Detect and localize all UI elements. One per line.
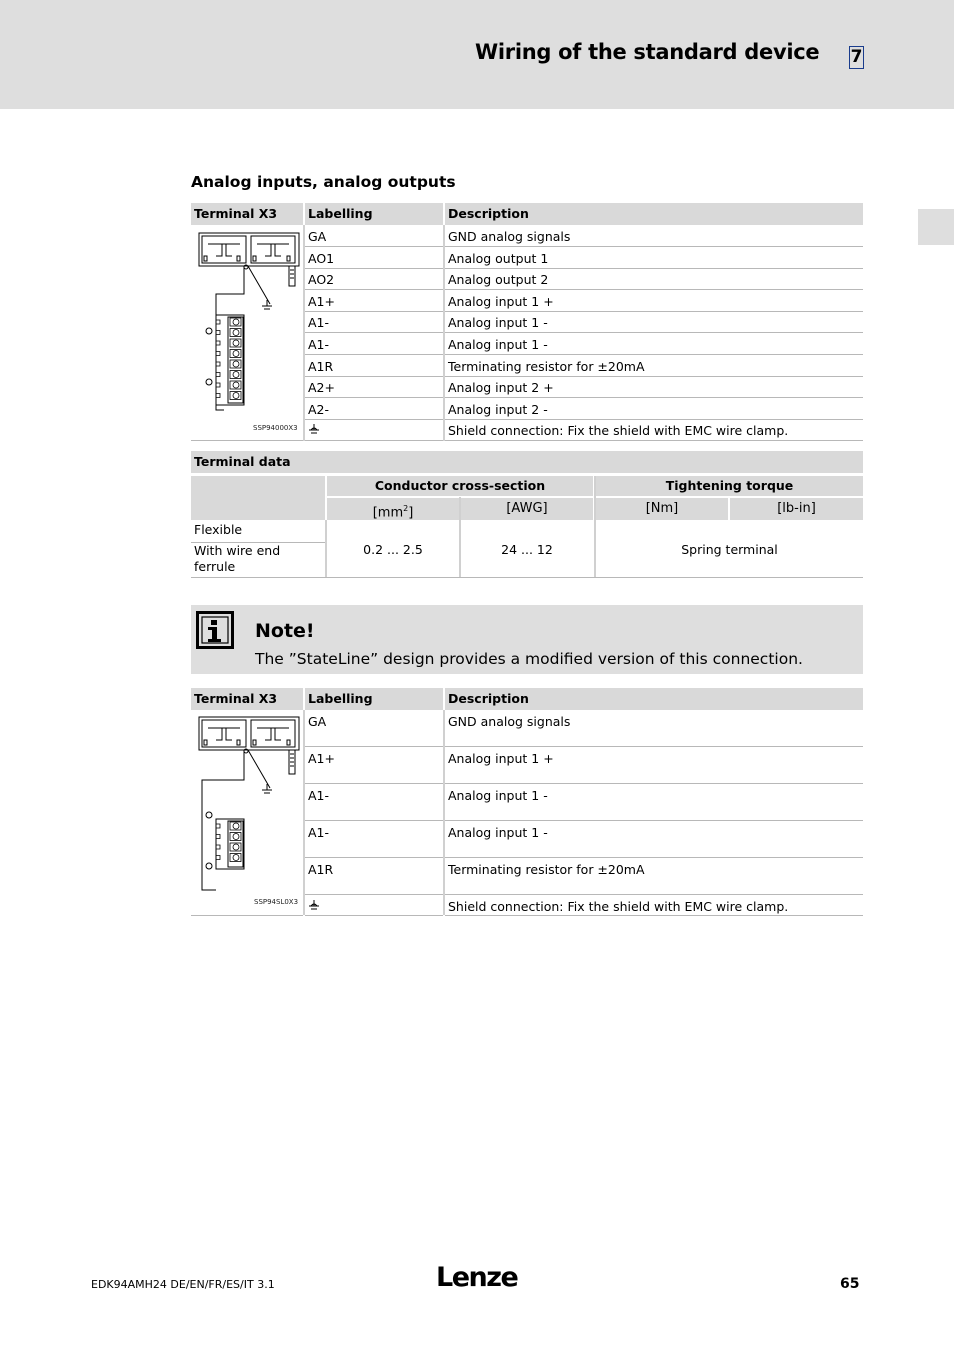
- labelling-cell: A2-: [308, 402, 330, 417]
- row-divider: [191, 577, 863, 578]
- section-title: Analog inputs, analog outputs: [191, 173, 456, 191]
- description-cell: Analog input 1 +: [448, 751, 554, 766]
- image-code: SSP94SL0X3: [254, 898, 299, 906]
- mm2-value: 0.2 ... 2.5: [363, 542, 423, 557]
- terminal-pin-hole: [233, 823, 239, 829]
- description-cell: Shield connection: Fix the shield with EMC wire clamp.: [448, 423, 789, 438]
- labelling-cell: A1-: [308, 315, 330, 330]
- row-divider: [305, 289, 443, 290]
- row-divider: [445, 289, 863, 290]
- document-id: EDK94AMH24 DE/EN/FR/ES/IT 3.1: [91, 1278, 275, 1291]
- note-text: The ”StateLine” design provides a modified version of this connection.: [255, 650, 803, 668]
- row-divider: [305, 397, 443, 398]
- unit-mm2-sup: 2: [403, 504, 409, 513]
- row-divider: [445, 915, 863, 916]
- info-icon: [196, 611, 234, 649]
- row-divider: [445, 894, 863, 895]
- row-divider: [191, 440, 303, 441]
- terminal-pin-lead: [216, 845, 220, 849]
- row-divider: [305, 857, 443, 858]
- terminal-pin-lead: [216, 835, 220, 839]
- description-cell: Analog output 2: [448, 272, 549, 287]
- conductor-header: Conductor cross-section: [327, 476, 593, 496]
- torque-header: Tightening torque: [596, 476, 863, 496]
- terminal-pin-hole: [233, 361, 239, 367]
- row-divider: [305, 820, 443, 821]
- terminal-pin-lead: [216, 383, 220, 387]
- terminal-pin-lead: [216, 394, 220, 398]
- labelling-cell: AO2: [308, 272, 335, 287]
- description-cell: Terminating resistor for ±20mA: [448, 359, 645, 374]
- labelling-cell: A1-: [308, 337, 330, 352]
- side-tab-marker: [918, 209, 954, 245]
- description-cell: GND analog signals: [448, 714, 571, 729]
- terminal-pin-hole: [233, 330, 239, 336]
- labelling-cell: GA: [308, 229, 327, 244]
- col-header-description: Description: [445, 688, 863, 710]
- row-divider: [445, 857, 863, 858]
- labelling-cell: A2+: [308, 380, 335, 395]
- terminal-pin-lead: [216, 362, 220, 366]
- description-cell: Analog input 1 -: [448, 788, 548, 803]
- description-cell: Analog input 1 -: [448, 825, 548, 840]
- terminal-pin-hole: [233, 393, 239, 399]
- labelling-cell: A1-: [308, 788, 330, 803]
- labelling-cell: A1+: [308, 751, 335, 766]
- blank-header-cell: [191, 476, 325, 520]
- column-divider: [459, 497, 461, 577]
- note-box: [191, 605, 863, 674]
- terminal-pin-hole: [233, 372, 239, 378]
- row-divider: [305, 783, 443, 784]
- terminal-pin-lead: [216, 320, 220, 324]
- terminal-x3-diagram: [196, 230, 302, 412]
- terminal-pin-hole: [233, 855, 239, 861]
- torque-value: Spring terminal: [681, 542, 778, 557]
- row-divider: [191, 915, 303, 916]
- description-cell: Analog input 2 -: [448, 402, 548, 417]
- shield-ground-icon: [308, 423, 320, 435]
- terminal-pin-hole: [233, 382, 239, 388]
- description-cell: Analog input 1 +: [448, 294, 554, 309]
- col-header-description: Description: [445, 203, 863, 225]
- chapter-title: Wiring of the standard device: [475, 40, 820, 64]
- row-divider: [445, 783, 863, 784]
- terminal-pin-lead: [216, 331, 220, 335]
- terminal-pin-lead: [216, 352, 220, 356]
- awg-value: 24 ... 12: [501, 542, 553, 557]
- labelling-cell: [305, 420, 443, 440]
- labelling-cell: A1R: [308, 359, 334, 374]
- description-cell: Terminating resistor for ±20mA: [448, 862, 645, 877]
- description-cell: Shield connection: Fix the shield with EMC wire clamp.: [448, 899, 789, 914]
- column-divider: [594, 476, 596, 577]
- terminal-pin-hole: [233, 351, 239, 357]
- row-divider: [445, 820, 863, 821]
- shield-ground-icon: [308, 899, 320, 911]
- page-number: 65: [840, 1276, 860, 1292]
- labelling-cell: AO1: [308, 251, 335, 266]
- unit-mm2: [327, 498, 459, 520]
- image-code: SSP94000X3: [253, 424, 298, 432]
- row-divider: [305, 332, 443, 333]
- description-cell: Analog input 1 -: [448, 315, 548, 330]
- labelling-cell: A1R: [308, 862, 334, 877]
- col-header-labelling: Labelling: [305, 203, 443, 225]
- row-divider: [445, 354, 863, 355]
- chapter-number: 7: [850, 47, 863, 67]
- row-flexible: Flexible: [194, 522, 243, 537]
- row-divider: [305, 894, 443, 895]
- col-header-labelling: Labelling: [305, 688, 443, 710]
- terminal-pin-hole: [233, 319, 239, 325]
- description-cell: Analog output 1: [448, 251, 549, 266]
- terminal-data-title: Terminal data: [191, 451, 863, 473]
- row-divider: [305, 440, 443, 441]
- labelling-cell: GA: [308, 714, 327, 729]
- unit-nm: [Nm]: [596, 498, 728, 520]
- description-cell: Analog input 2 +: [448, 380, 554, 395]
- row-divider: [305, 246, 443, 247]
- unit-lbin: [lb-in]: [730, 498, 863, 520]
- unit-awg: [AWG]: [461, 498, 593, 520]
- row-divider: [305, 746, 443, 747]
- terminal-pin-lead: [216, 341, 220, 345]
- terminal-pin-lead: [216, 856, 220, 860]
- labelling-cell: A1-: [308, 825, 330, 840]
- row-divider: [305, 354, 443, 355]
- unit-mm2-text: [mm: [372, 505, 404, 521]
- description-cell: GND analog signals: [448, 229, 571, 244]
- labelling-cell: [305, 896, 443, 915]
- row-divider: [445, 246, 863, 247]
- lenze-logo: Lenze: [436, 1262, 518, 1293]
- terminal-x3-stateline-diagram: [196, 714, 302, 896]
- row-divider: [445, 746, 863, 747]
- description-cell: Analog input 1 -: [448, 337, 548, 352]
- terminal-pin-hole: [233, 340, 239, 346]
- note-title: Note!: [255, 620, 315, 642]
- unit-mm2-close: ]: [408, 505, 414, 521]
- terminal-pin-hole: [233, 834, 239, 840]
- col-header-terminal: Terminal X3: [191, 688, 303, 710]
- row-divider: [445, 332, 863, 333]
- terminal-pin-hole: [233, 844, 239, 850]
- row-divider: [305, 915, 443, 916]
- row-divider: [445, 397, 863, 398]
- terminal-pin-lead: [216, 373, 220, 377]
- row-ferrule: With wire end ferrule: [194, 543, 281, 574]
- page-header: [0, 0, 954, 109]
- row-divider: [445, 440, 863, 441]
- col-header-terminal: Terminal X3: [191, 203, 303, 225]
- labelling-cell: A1+: [308, 294, 335, 309]
- terminal-pin-lead: [216, 824, 220, 828]
